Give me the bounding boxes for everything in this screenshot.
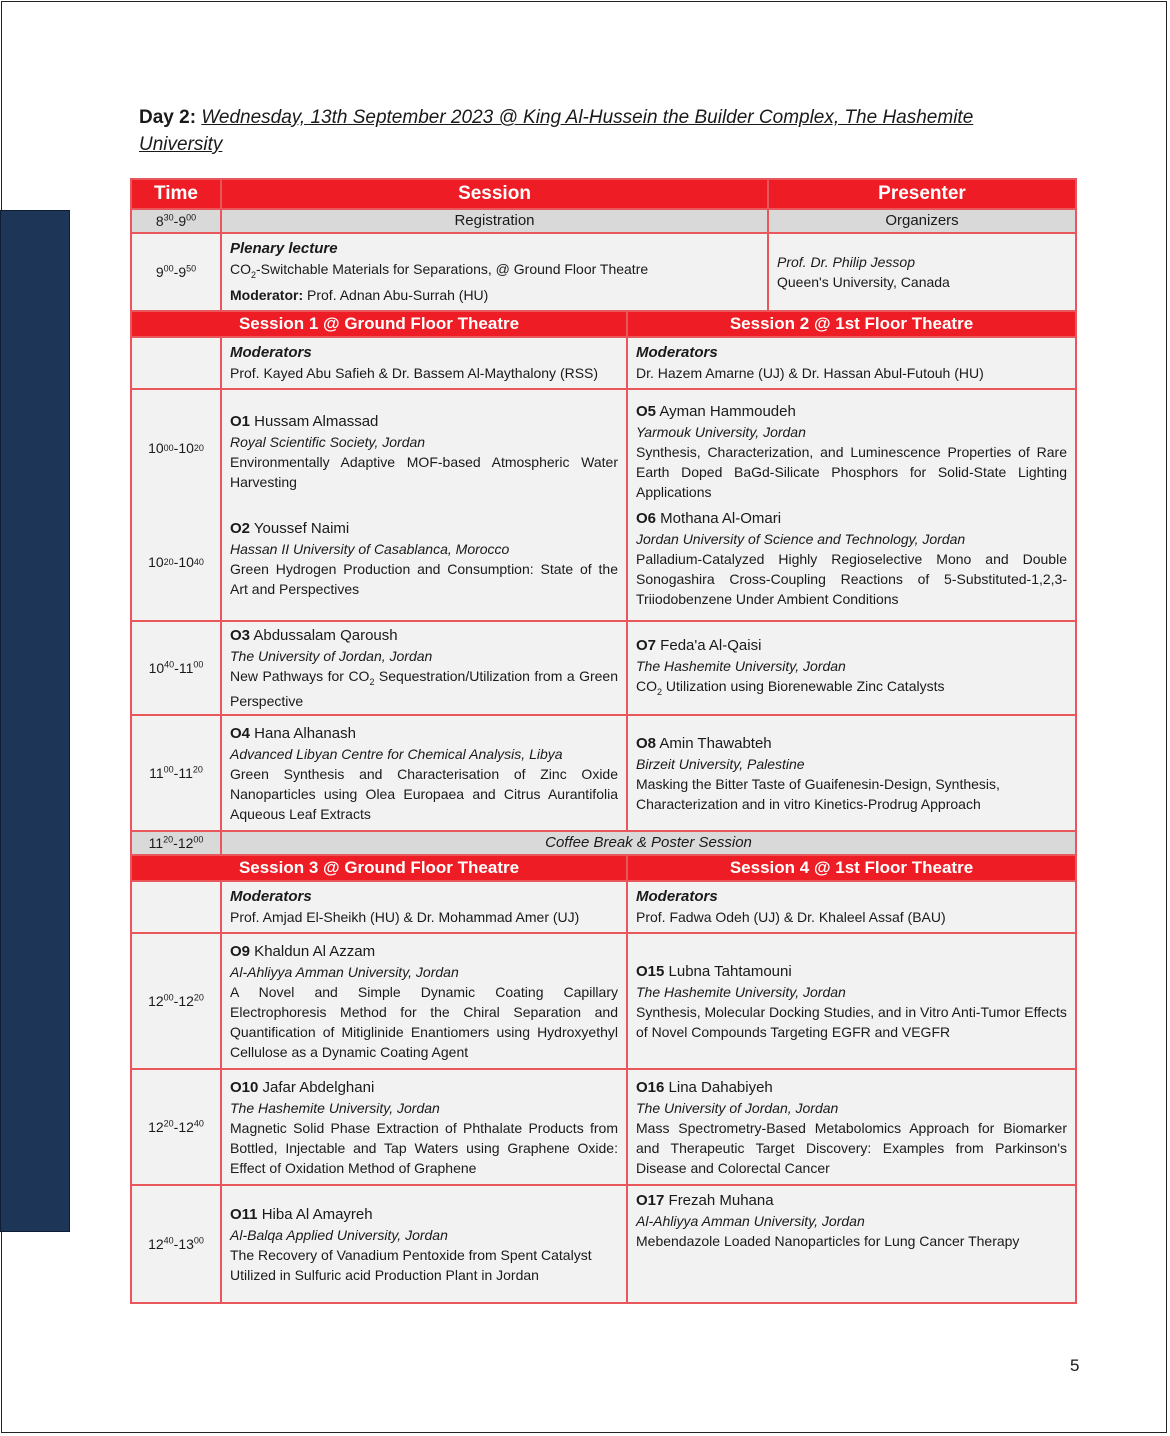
plenary-session bbox=[221, 233, 768, 311]
schedule-table bbox=[130, 178, 1077, 1304]
session-3-moderators: Moderators Prof. Amjad El-Sheikh (HU) & Dr. Mohammad Amer (UJ) bbox=[221, 881, 627, 933]
plenary-title: $CO_2$-Switchable Materials for Separations, @ Ground Floor Theatre bbox=[230, 261, 649, 280]
talk-row bbox=[131, 715, 1076, 831]
moderators-time-empty bbox=[131, 337, 221, 389]
plenary-time: $9^{00}-9^{50}$ bbox=[131, 233, 221, 311]
talk-row bbox=[131, 933, 1076, 1069]
talk-cell-o16: O16 Lina Dahabiyeh The University of Jordan, Jordan Mass Spectrometry-Based Metabolomics Approach for Biomarker and Therapeutic Target Discovery: Examples from Parkinson's Disease and Colorectal Cancer bbox=[627, 1069, 1076, 1185]
coffee-break-time: $11^{20}-12^{00}$ bbox=[131, 831, 221, 855]
talk-cell-o15: O15 Lubna Tahtamouni The Hashemite University, Jordan Synthesis, Molecular Docking Studies, and in Vitro Anti-Tumor Effects of Novel Compounds Targeting EGFR and VEGFR bbox=[627, 933, 1076, 1069]
day-heading bbox=[139, 104, 1039, 158]
side-decoration-bar bbox=[0, 210, 70, 1232]
registration-presenter: Organizers bbox=[768, 209, 1076, 233]
session-1-moderators: Moderators Prof. Kayed Abu Safieh & Dr. Bassem Al-Maythalony (RSS) bbox=[221, 337, 627, 389]
talk-cell-o7: O7 Feda'a Al-Qaisi The Hashemite University, Jordan $CO_2$ Utilization using Biorenewable Zinc Catalysts bbox=[627, 621, 1076, 715]
day-venue: Wednesday, 13th September 2023 @ King Al-Hussein the Builder Complex, The Hashemite University bbox=[139, 107, 974, 155]
header-presenter: Presenter bbox=[768, 179, 1076, 209]
plenary-presenter-name: Prof. Dr. Philip Jessop bbox=[777, 254, 915, 270]
moderators-row-2 bbox=[131, 881, 1076, 933]
talk-cell-o1-o2: O1 Hussam Almassad Royal Scientific Society, Jordan Environmentally Adaptive MOF-based Atmospheric Water Harvesting O2 Youssef Naimi Hassan II University of Casablanca, Morocco Green Hydrogen Production and Consumption: State of the Art and Perspectives bbox=[221, 389, 627, 621]
session-1-header: Session 1 @ Ground Floor Theatre bbox=[131, 311, 627, 337]
talk-cell-o8: O8 Amin Thawabteh Birzeit University, Palestine Masking the Bitter Taste of Guaifenesin-Design, Synthesis, Characterization and in vitro Kinetics-Prodrug Approach bbox=[627, 715, 1076, 831]
registration-time: $8^{30}-9^{00}$ bbox=[131, 209, 221, 233]
header-time: Time bbox=[131, 179, 221, 209]
session-4-header: Session 4 @ 1st Floor Theatre bbox=[627, 855, 1076, 881]
moderators-row-1 bbox=[131, 337, 1076, 389]
talk-cell-o17: O17 Frezah Muhana Al-Ahliyya Amman University, Jordan Mebendazole Loaded Nanoparticles for Lung Cancer Therapy bbox=[627, 1185, 1076, 1303]
talk-row bbox=[131, 1185, 1076, 1303]
talk-row bbox=[131, 621, 1076, 715]
plenary-presenter-affiliation: Queen's University, Canada bbox=[777, 274, 950, 290]
time-slot: $11^{00}-11^{20}$ bbox=[131, 715, 221, 831]
plenary-presenter bbox=[768, 233, 1076, 311]
registration-row bbox=[131, 209, 1076, 233]
talk-cell-o10: O10 Jafar Abdelghani The Hashemite University, Jordan Magnetic Solid Phase Extraction of Phthalate Products from Bottled, Injectable and Tap Waters using Graphene Oxide: Effect of Oxidation Method of Graphene bbox=[221, 1069, 627, 1185]
talk-cell-o4: O4 Hana Alhanash Advanced Libyan Centre for Chemical Analysis, Libya Green Synthesis and Characterisation of Zinc Oxide Nanoparticles using Olea Europaea and Citrus Aurantifolia Aqueous Leaf Extracts bbox=[221, 715, 627, 831]
session-3-header: Session 3 @ Ground Floor Theatre bbox=[131, 855, 627, 881]
talk-cell-o3: O3 Abdussalam Qaroush The University of Jordan, Jordan New Pathways for $CO_2$ Sequestration/Utilization from a Green Perspective bbox=[221, 621, 627, 715]
moderators-time-empty bbox=[131, 881, 221, 933]
time-slot: $12^{20}-12^{40}$ bbox=[131, 1069, 221, 1185]
talk-row bbox=[131, 389, 1076, 621]
session-header-row-2 bbox=[131, 855, 1076, 881]
session-header-row-1 bbox=[131, 311, 1076, 337]
table-header-row bbox=[131, 179, 1076, 209]
talk-cell-o9: O9 Khaldun Al Azzam Al-Ahliyya Amman University, Jordan A Novel and Simple Dynamic Coating Capillary Electrophoresis Method for the Chiral Separation and Quantification of Mitiglinide Enantiomers using Hydroxyethyl Cellulose as a Dynamic Coating Agent bbox=[221, 933, 627, 1069]
talk-row bbox=[131, 1069, 1076, 1185]
session-2-moderators: Moderators Dr. Hazem Amarne (UJ) & Dr. Hassan Abul-Futouh (HU) bbox=[627, 337, 1076, 389]
plenary-moderator: Moderator: Prof. Adnan Abu-Surrah (HU) bbox=[230, 286, 489, 303]
time-slot: $10^{40}-11^{00}$ bbox=[131, 621, 221, 715]
plenary-row bbox=[131, 233, 1076, 311]
day-label: Day 2: bbox=[139, 107, 197, 128]
time-slot: 10 00 - 10 20 10 20 - 10 40 bbox=[131, 389, 221, 621]
plenary-label: Plenary lecture bbox=[230, 240, 338, 258]
registration-label: Registration bbox=[221, 209, 768, 233]
time-slot: $12^{40}-13^{00}$ bbox=[131, 1185, 221, 1303]
page-number: 5 bbox=[1070, 1356, 1080, 1375]
header-session: Session bbox=[221, 179, 768, 209]
talk-cell-o5-o6: O5 Ayman Hammoudeh Yarmouk University, Jordan Synthesis, Characterization, and Luminescence Properties of Rare Earth Doped BaGd-Silicate Phosphors for Solid-State Lighting Applications O6 Mothana Al-Omari Jordan University of Science and Technology, Jordan Palladium-Catalyzed Highly Regioselective Mono and Double Sonogashira Cross-Coupling Reactions of 5-Substituted-1,2,3-Triiodobenzene Under Ambient Conditions bbox=[627, 389, 1076, 621]
session-2-header: Session 2 @ 1st Floor Theatre bbox=[627, 311, 1076, 337]
time-slot: $12^{00}-12^{20}$ bbox=[131, 933, 221, 1069]
coffee-break-row bbox=[131, 831, 1076, 855]
session-4-moderators: Moderators Prof. Fadwa Odeh (UJ) & Dr. Khaleel Assaf (BAU) bbox=[627, 881, 1076, 933]
talk-cell-o11: O11 Hiba Al Amayreh Al-Balqa Applied University, Jordan The Recovery of Vanadium Pentoxide from Spent Catalyst Utilized in Sulfuric acid Production Plant in Jordan bbox=[221, 1185, 627, 1303]
coffee-break-label: Coffee Break & Poster Session bbox=[221, 831, 1076, 855]
